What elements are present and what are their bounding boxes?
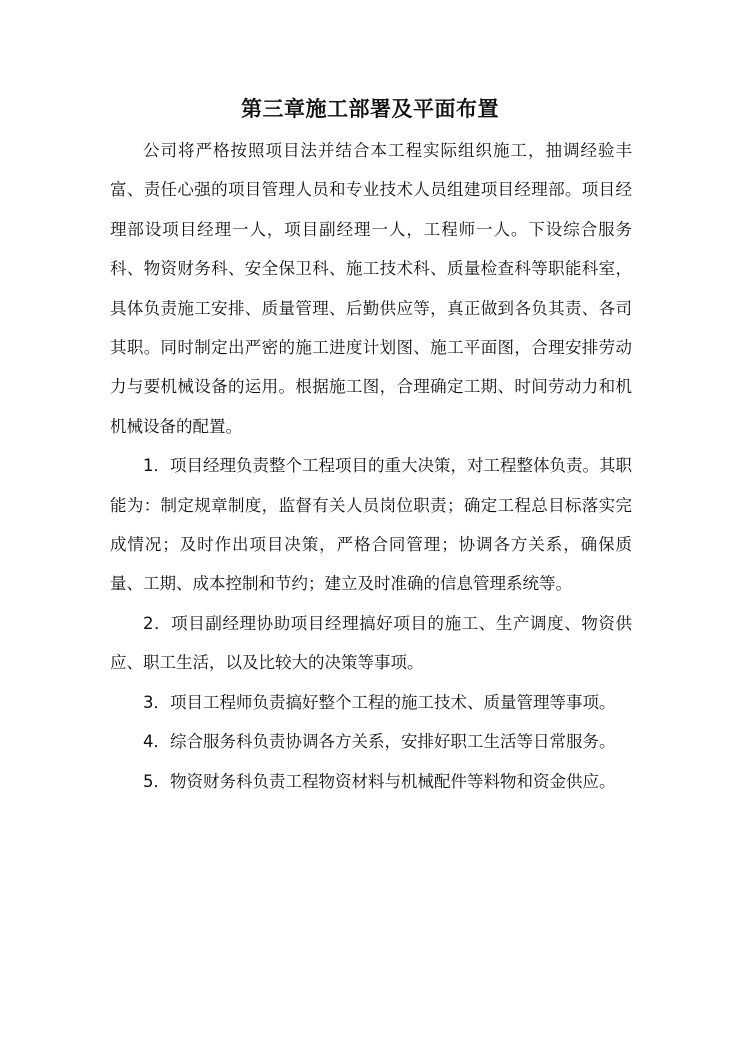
paragraph-item-2: 2．项目副经理协助项目经理搞好项目的施工、生产调度、物资供应、职工生活，以及比较大的决策等事项。 — [110, 613, 632, 673]
paragraph-item-5: 5．物资财务科负责工程物资材料与机械配件等料物和资金供应。 — [143, 771, 616, 791]
paragraph-item-4: 4．综合服务科负责协调各方关系，安排好职工生活等日常服务。 — [143, 732, 616, 752]
document-body — [110, 131, 632, 801]
chapter-title: 第三章施工部署及平面布置 — [241, 97, 499, 121]
paragraph-item-3: 3．项目工程师负责搞好整个工程的施工技术、质量管理等事项。 — [143, 692, 616, 712]
paragraph-item-1: 1．项目经理负责整个工程项目的重大决策，对工程整体负责。其职能为：制定规章制度，监督有关人员岗位职责；确定工程总目标落实完成情况；及时作出项目决策，严格合同管理；协调各方关系，确保质量、工期、成本控制和节约；建立及时准确的信息管理系统等。 — [110, 456, 632, 594]
paragraph-intro: 公司将严格按照项目法并结合本工程实际组织施工，抽调经验丰富、责任心强的项目管理人员和专业技术人员组建项目经理部。项目经理部设项目经理一人，项目副经理一人，工程师一人。下设综合服务科、物资财务科、安全保卫科、施工技术科、质量检查科等职能科室，具体负责施工安排、质量管理、后勤供应等，真正做到各负其责、各司其职。同时制定出严密的施工进度计划图、施工平面图，合理安排劳动力与要机械设备的运用。根据施工图，合理确定工期、时间劳动力和机机械设备的配置。 — [110, 141, 632, 436]
